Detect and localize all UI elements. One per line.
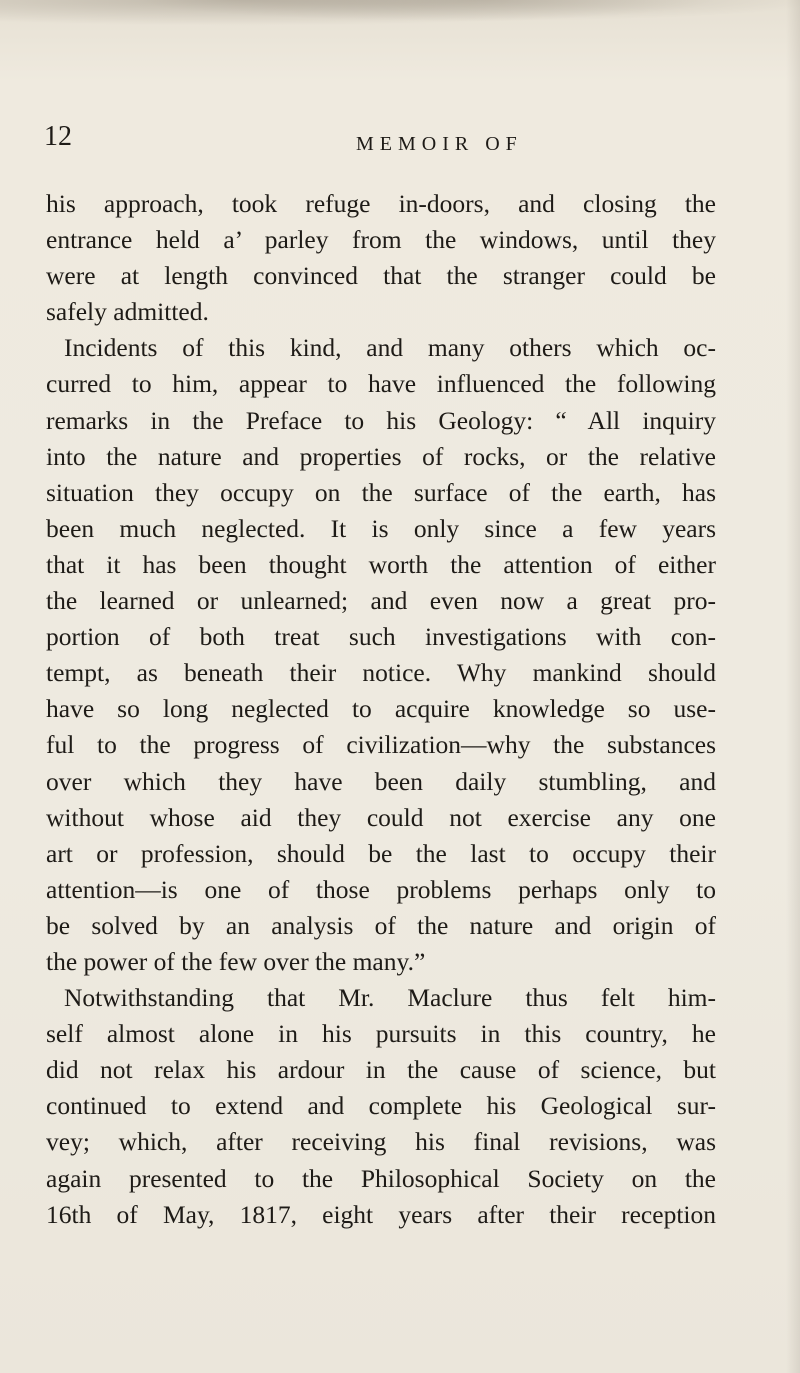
text-line: without whose aid they could not exercise any one [46,802,716,832]
text-line: be solved by an analysis of the nature and origin of [46,910,716,940]
text-line: did not relax his ardour in the cause of science, but [46,1055,716,1085]
text-line: his approach, took refuge in-doors, and closing the [46,189,716,218]
text-line: Notwithstanding that Mr. Maclure thus felt him- [64,983,716,1013]
text-line: were at length convinced that the stranger could be [46,261,716,291]
text-line: vey; which, after receiving his final revisions, was [46,1127,716,1157]
text-line: entrance held a’ parley from the windows, until they [46,225,716,255]
text-line: tempt, as beneath their notice. Why mankind should [46,658,716,688]
text-line: attention—is one of those problems perhaps only to [46,874,716,904]
text-line: the learned or unlearned; and even now a great pro- [46,586,716,616]
text-line: situation they occupy on the surface of the earth, has [46,477,716,507]
text-line: safely admitted. [46,297,209,327]
running-title: MEMOIR OF [356,133,523,155]
body-text [46,186,716,1233]
text-line: been much neglected. It is only since a few years [46,513,716,543]
text-line: into the nature and properties of rocks, or the relative [46,441,716,471]
text-line: ful to the progress of civilization—why the substances [46,730,716,760]
text-line: self almost alone in his pursuits in this country, he [46,1019,716,1049]
text-line: remarks in the Preface to his Geology: “ All inquiry [46,405,716,435]
text-line: have so long neglected to acquire knowledge so use- [46,694,716,724]
text-line: art or profession, should be the last to occupy their [46,838,716,868]
text-line: Incidents of this kind, and many others which oc- [64,333,716,363]
text-line: again presented to the Philosophical Society on the [46,1163,716,1193]
page-stain [0,0,800,30]
text-line: curred to him, appear to have influenced the following [46,369,716,399]
page-gutter-shadow [786,0,800,1373]
text-line: continued to extend and complete his Geological sur- [46,1091,716,1121]
text-line: portion of both treat such investigations with con- [46,622,716,652]
text-line: over which they have been daily stumbling, and [46,766,716,796]
text-line: 16th of May, 1817, eight years after their reception [46,1199,716,1229]
running-head [44,121,764,163]
text-line: that it has been thought worth the attention of either [46,549,716,579]
page-number: 12 [44,121,72,152]
text-line: the power of the few over the many.” [46,946,426,976]
